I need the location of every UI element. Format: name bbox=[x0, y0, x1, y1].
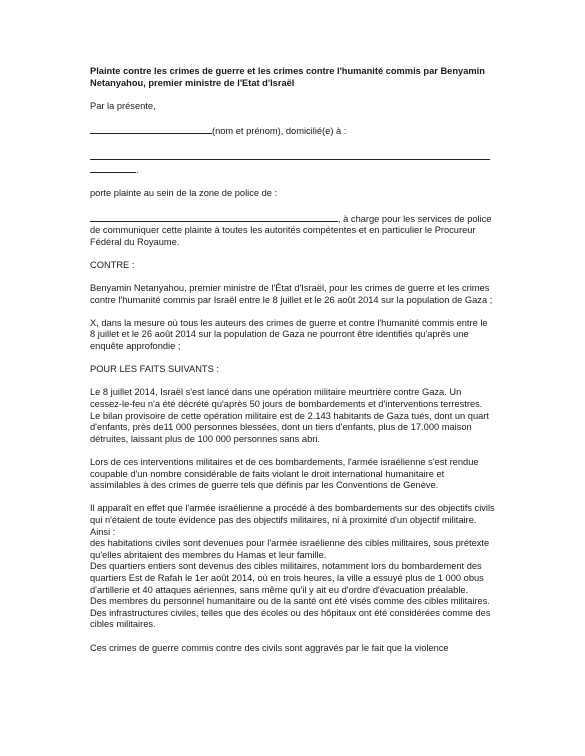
name-blank bbox=[90, 124, 212, 134]
police-zone-blank bbox=[90, 212, 338, 222]
faits-heading: POUR LES FAITS SUIVANTS : bbox=[90, 364, 219, 375]
police-block bbox=[90, 212, 495, 249]
address-blank-line-2 bbox=[90, 163, 136, 173]
faits-3-line: Il apparaît en effet que l'armée israélienne a procédé à des bombardements sur des objectifs civils qui n'étaient de toute évidence pas des objectifs militaires, ni à proximité d'un objectif militaire. Ainsi : bbox=[90, 503, 495, 537]
faits-paragraph-4: Ces crimes de guerre commis contre des civils sont aggravés par le fait que la violence bbox=[90, 642, 449, 653]
faits-paragraph-3 bbox=[90, 503, 495, 631]
faits-3-line: Des membres du personnel humanitaire ou de la santé ont été visés comme des cibles militaires. bbox=[90, 596, 490, 607]
document-title: Plainte contre les crimes de guerre et les crimes contre l'humanité commis par Benyamin Netanyahou, premier ministre de l'Etat d'Israël bbox=[90, 66, 485, 88]
police-label: porte plainte au sein de la zone de police de : bbox=[90, 188, 278, 199]
address-blank-line-1 bbox=[90, 150, 490, 160]
contre-paragraph-2: X, dans la mesure où tous les auteurs des crimes de guerre et contre l'humanité commis entre le 8 juillet et le 26 août 2014 sur la population de Gaza ne pourront être identifiés qu'après une enquête approfondie ; bbox=[90, 317, 488, 352]
document-body bbox=[90, 66, 495, 654]
address-end: . bbox=[136, 165, 139, 176]
contre-paragraph-1: Benyamin Netanyahou, premier ministre de l'État d'Israël, pour les crimes de guerre et les crimes contre l'humanité commis par Israël entre le 8 juillet et le 26 août 2014 sur la population de Gaza ; bbox=[90, 283, 493, 305]
intro-text: Par la présente, bbox=[90, 101, 156, 112]
faits-paragraph-2: Lors de ces interventions militaires et de ces bombardements, l'armée israélienne s'est rendue coupable d'un nombre considérable de faits violant le droit international humanitaire et assimilables à des crimes de guerre tels que définis par les Conventions de Genève. bbox=[90, 457, 479, 491]
faits-3-line: des habitations civiles sont devenues pour l'armée israélienne des cibles militaires, sous prétexte qu'elles abritaient des membres du Hamas et leur famille. bbox=[90, 538, 490, 560]
identity-line bbox=[90, 124, 495, 138]
faits-paragraph-1: Le 8 juillet 2014, Israël s'est lancé dans une opération militaire meurtrière contre Gaza. Un cessez-le-feu n'a été décrété qu'après 50 jours de bombardements et d'interventions terrestres. Le bilan provisoire de cette opération militaire est de 2.143 habitants de Gaza tués, dont un quart d'enfants, près de11 000 personnes blessées, dont un tiers d'enfants, plus de 17.000 maison détruites, laissant plus de 100 000 personnes sans abri. bbox=[90, 387, 489, 444]
contre-heading: CONTRE : bbox=[90, 259, 135, 270]
name-label: (nom et prénom), domicilié(e) à : bbox=[212, 126, 347, 137]
faits-3-line: Des quartiers entiers sont devenus des cibles militaires, notamment lors du bombardement des quartiers Est de Rafah le 1er août 2014, où en trois heures, la ville a essuyé plus de 1 000 obus d'artillerie et 40 attaques aériennes, sans même qu'il y ait eu d'ordre d'évacuation préalable. bbox=[90, 561, 484, 595]
police-rest: , à charge pour les services de police de communiquer cette plainte à toutes les autorités compétentes et en particulier le Procureur Fédéral du Royaume. bbox=[90, 213, 492, 247]
address-block bbox=[90, 150, 495, 177]
faits-3-line: Des infrastructures civiles, telles que des écoles ou des hôpitaux ont été considérées comme des cibles militaires. bbox=[90, 607, 491, 630]
